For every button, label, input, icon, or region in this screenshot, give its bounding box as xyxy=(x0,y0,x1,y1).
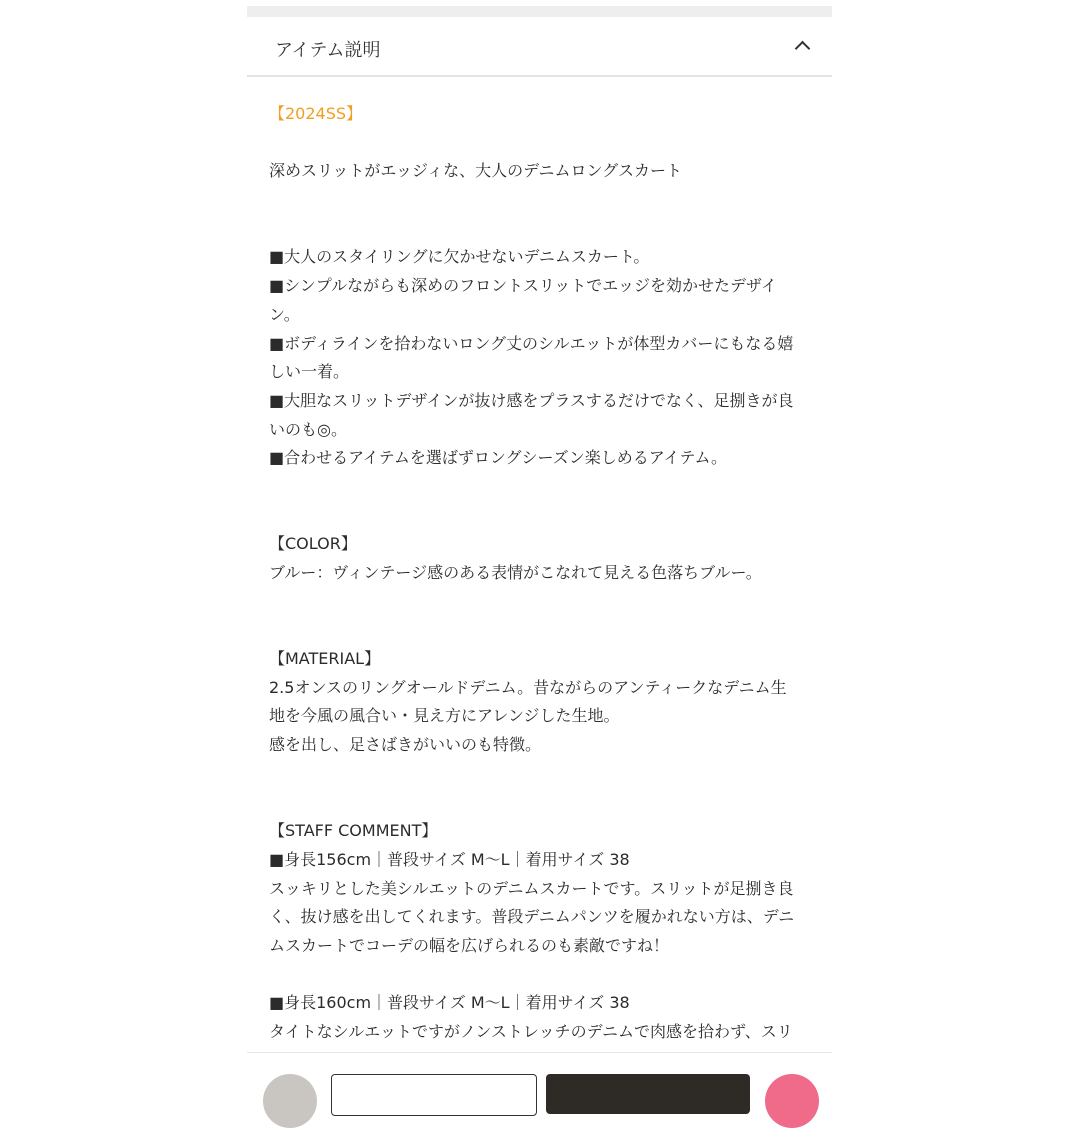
product-detail-panel xyxy=(247,0,832,1080)
staff-profile: ■身長160cm｜普段サイズ M〜L｜着用サイズ 38 xyxy=(269,993,630,1013)
item-description-body xyxy=(269,100,814,1047)
staff-comment-line: ムスカートでコーデの幅を広げられるのも素敵ですね！ xyxy=(269,935,670,955)
staff-comment-heading: 【STAFF COMMENT】 xyxy=(269,821,438,841)
color-heading: 【COLOR】 xyxy=(269,534,357,554)
material-heading: 【MATERIAL】 xyxy=(269,649,381,669)
material-line: 2.5オンスのリングオールドデニム。昔ながらのアンティークなデニム生 xyxy=(269,677,787,697)
item-description-accordion-header[interactable] xyxy=(247,17,832,77)
outline-action-button[interactable] xyxy=(331,1074,537,1116)
feature-line: しい一着。 xyxy=(269,362,350,382)
feature-line: いのも◎。 xyxy=(269,419,347,439)
feature-line: ■ボディラインを拾わないロング丈のシルエットが体型カバーにもなる嬉 xyxy=(269,333,794,353)
staff-comment-line: く、抜け感を出してくれます。普段デニムパンツを履かれない方は、デニ xyxy=(269,907,795,927)
feature-line: ■大胆なスリットデザインが抜け感をプラスするだけでなく、足捌きが良 xyxy=(269,390,794,410)
feature-line: ■大人のスタイリングに欠かせないデニムスカート。 xyxy=(269,247,650,267)
feature-line: ■合わせるアイテムを選ばずロングシーズン楽しめるアイテム。 xyxy=(269,448,727,468)
favorite-button[interactable] xyxy=(765,1074,819,1128)
primary-action-button[interactable] xyxy=(546,1074,750,1114)
section-divider xyxy=(247,6,832,17)
material-line: 感を出し、足さばきがいいのも特徴。 xyxy=(269,735,542,755)
accordion-title: アイテム説明 xyxy=(275,40,381,61)
feature-line: ■シンプルながらも深めのフロントスリットでエッジを効かせたデザイ xyxy=(269,276,777,296)
feature-line: ン。 xyxy=(269,304,300,324)
staff-comment-line: スッキリとした美シルエットのデニムスカートです。スリットが足捌き良 xyxy=(269,878,794,898)
color-text: ブルー：ヴィンテージ感のある表情がこなれて見える色落ちブルー。 xyxy=(269,563,762,582)
season-label: 【2024SS】 xyxy=(269,104,363,123)
staff-comment-line: タイトなシルエットですがノンストレッチのデニムで肉感を拾わず、スリ xyxy=(269,1022,793,1041)
round-action-button[interactable] xyxy=(263,1074,317,1128)
chevron-up-icon[interactable] xyxy=(795,41,811,57)
tagline: 深めスリットがエッジィな、大人のデニムロングスカート xyxy=(269,161,682,181)
bottom-action-bar xyxy=(247,1052,832,1081)
material-line: 地を今風の風合い・見え方にアレンジした生地。 xyxy=(269,706,620,726)
staff-profile: ■身長156cm｜普段サイズ M〜L｜着用サイズ 38 xyxy=(269,849,630,869)
